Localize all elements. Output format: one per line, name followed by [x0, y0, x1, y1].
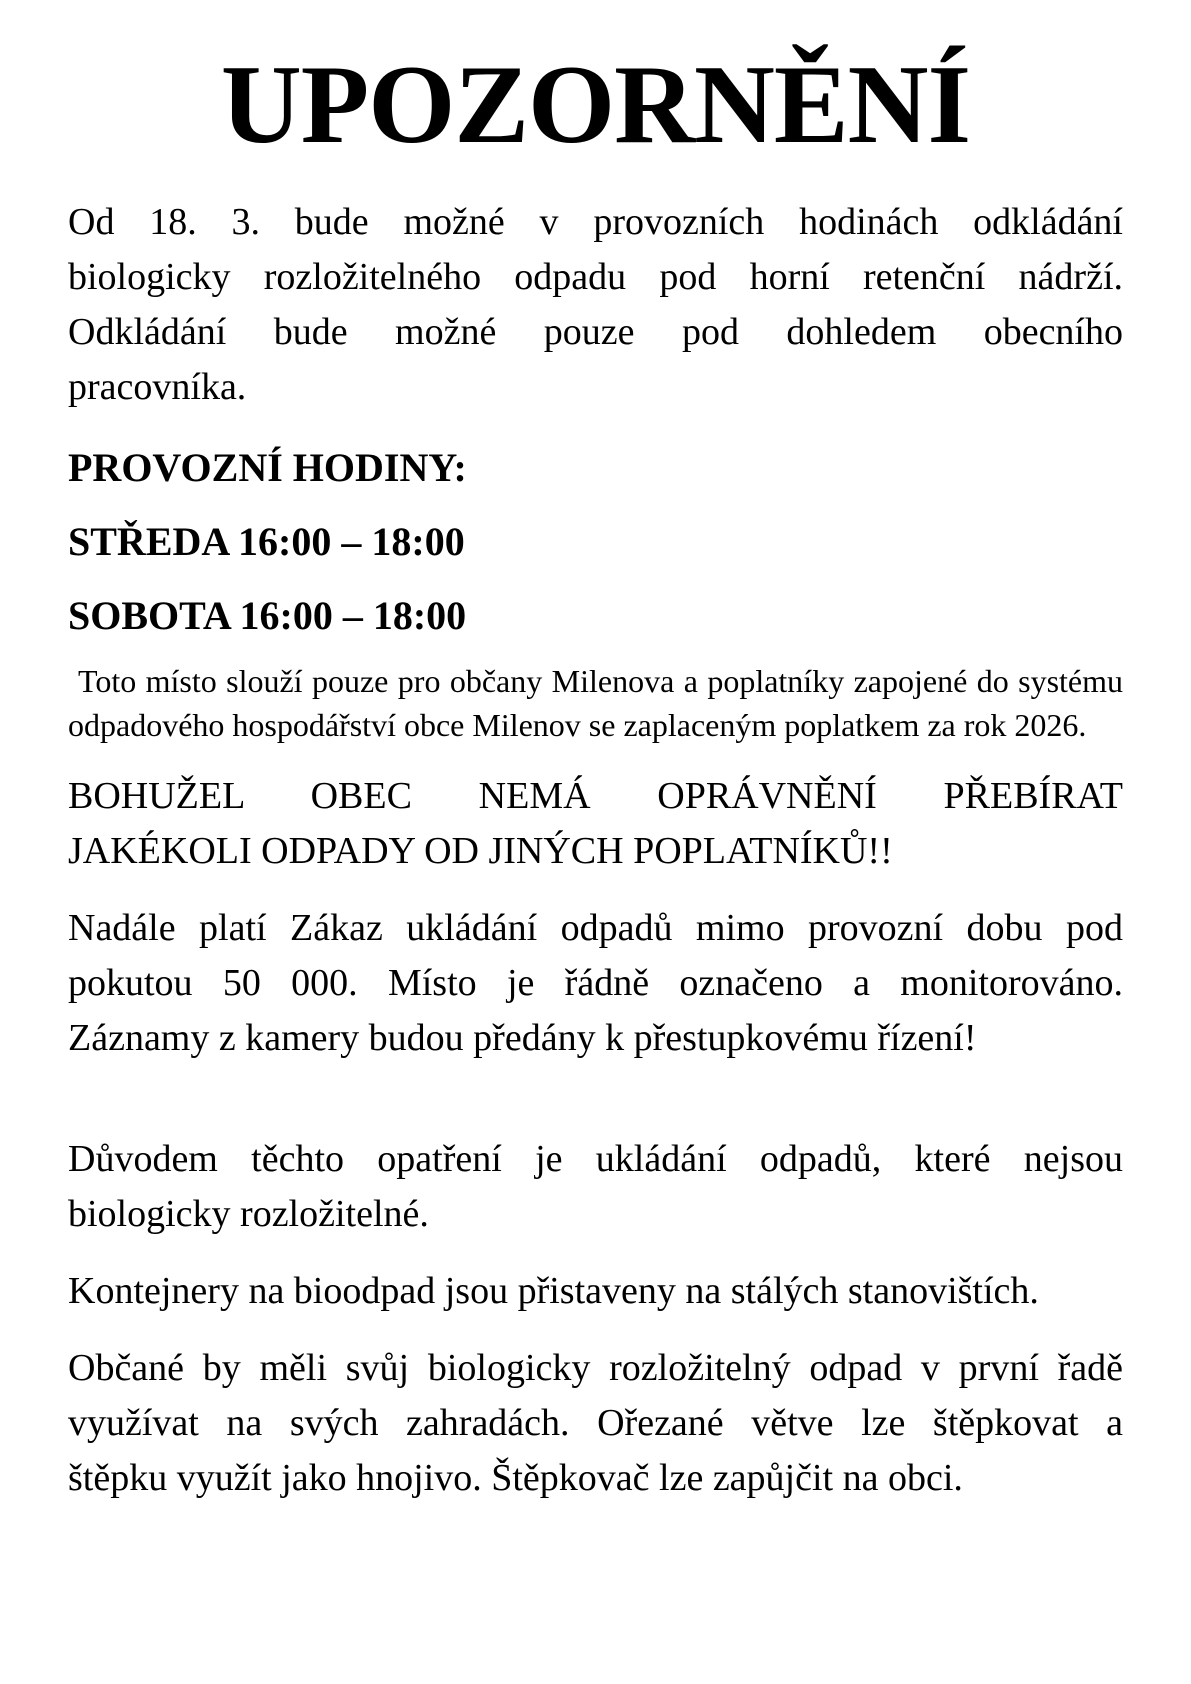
text-line: Odkládání bude možné pouze pod dohledem obecního [68, 311, 1123, 354]
paragraph-no-other-payers-warning [68, 769, 1123, 879]
paragraph-intro [68, 195, 1123, 415]
blank-line [68, 1088, 1123, 1132]
text-line: využívat na svých zahradách. Ořezané větve lze štěpkovat a [68, 1402, 1123, 1445]
text-line: biologicky rozložitelné. [68, 1193, 429, 1236]
paragraph-eligibility-note [68, 659, 1123, 747]
text-line: JAKÉKOLI ODPADY OD JINÝCH POPLATNÍKŮ!! [68, 830, 893, 873]
text-line: Nadále platí Zákaz ukládání odpadů mimo provozní dobu pod [68, 907, 1123, 950]
text-line: Toto místo slouží pouze pro občany Milenova a poplatníky zapojené do systému [78, 663, 1123, 700]
text-line: Od 18. 3. bude možné v provozních hodinách odkládání [68, 201, 1123, 244]
text-line: BOHUŽEL OBEC NEMÁ OPRÁVNĚNÍ PŘEBÍRAT [68, 775, 1123, 818]
paragraph-operating-hours-heading [68, 437, 1123, 499]
paragraph-ban-and-monitoring [68, 901, 1123, 1066]
text-line: Občané by měli svůj biologicky rozložitelný odpad v první řadě [68, 1347, 1123, 1390]
text-line: pokutou 50 000. Místo je řádně označeno a monitorováno. [68, 962, 1123, 1005]
paragraph-citizens-advice [68, 1341, 1123, 1506]
paragraph-containers-info [68, 1264, 1123, 1319]
text-line: Důvodem těchto opatření je ukládání odpadů, které nejsou [68, 1138, 1123, 1181]
text-line: odpadového hospodářství obce Milenov se zaplaceným poplatkem za rok 2026. [68, 707, 1087, 744]
text-line: Záznamy z kamery budou předány k přestupkovému řízení! [68, 1017, 977, 1060]
operating-hours-heading: PROVOZNÍ HODINY: [68, 445, 467, 491]
text-line: biologicky rozložitelného odpadu pod horní retenční nádrží. [68, 256, 1123, 299]
paragraph-hours-wednesday [68, 511, 1123, 573]
paragraph-reason [68, 1132, 1123, 1242]
paragraph-hours-saturday [68, 585, 1123, 647]
text-line: pracovníka. [68, 366, 247, 409]
page-title: UPOZORNĚNÍ [220, 43, 971, 167]
hours-wednesday: STŘEDA 16:00 – 18:00 [68, 519, 465, 565]
text-line: štěpku využít jako hnojivo. Štěpkovač lze zapůjčit na obci. [68, 1457, 963, 1500]
text-line: Kontejnery na bioodpad jsou přistaveny na stálých stanovištích. [68, 1270, 1039, 1313]
hours-saturday: SOBOTA 16:00 – 18:00 [68, 593, 467, 639]
